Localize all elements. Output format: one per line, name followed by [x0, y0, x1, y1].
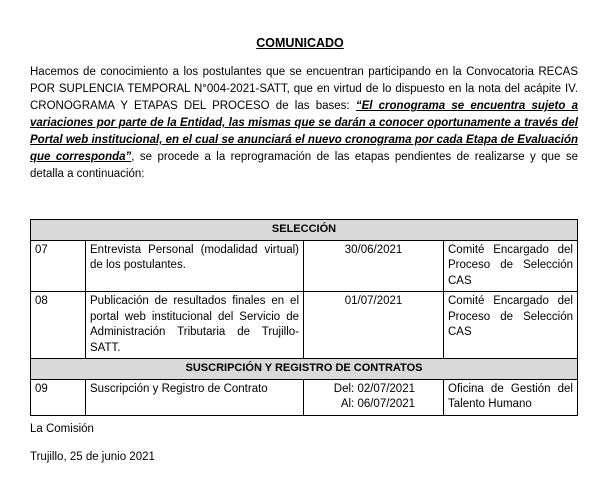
row-responsible: Comité Encargado del Proceso de Selección CAS: [444, 240, 578, 292]
section-heading: SUSCRIPCIÓN Y REGISTRO DE CONTRATOS: [31, 359, 578, 380]
row-responsible: Comité Encargado del Proceso de Selección CAS: [444, 292, 578, 359]
row-responsible: Oficina de Gestión del Talento Humano: [444, 379, 578, 415]
row-number: 07: [31, 240, 86, 292]
table-row: [31, 240, 578, 292]
intro-text-end: , se procede a la reprogramación de las etapas pendientes de realizarse y que se detalla a continuación:: [30, 151, 578, 180]
row-date-to: Al: 06/07/2021: [340, 398, 415, 410]
row-activity: Entrevista Personal (modalidad virtual) de los postulantes.: [86, 240, 304, 292]
signature: La Comisión: [30, 423, 94, 435]
section-header-row: [31, 220, 578, 241]
intro-paragraph: [30, 64, 578, 183]
page-title: COMUNICADO: [256, 36, 344, 50]
row-number: 09: [31, 379, 86, 415]
schedule-table: [30, 219, 578, 416]
place-date: Trujillo, 25 de junio 2021: [30, 451, 155, 463]
row-activity: Suscripción y Registro de Contrato: [86, 379, 304, 415]
table-row: [31, 292, 578, 359]
row-date-range: [304, 379, 444, 415]
section-header-row: [31, 359, 578, 380]
row-date: 30/06/2021: [304, 240, 444, 292]
table-row: [31, 379, 578, 415]
intro-text-start: Hacemos de conocimiento a los postulantes que se encuentran participando en la Convocatoria RECAS POR SUPLENCIA TEMPORAL N°004-2021-SATT, que en virtud de lo dispuesto en la nota del acápite IV. CRONOGRAMA Y ETAPAS DEL PROCESO de las bases:: [30, 66, 578, 112]
row-number: 08: [31, 292, 86, 359]
section-heading: SELECCIÓN: [31, 220, 578, 241]
intro-quote: “El cronograma se encuentra sujeto a variaciones por parte de la Entidad, las mismas que se darán a conocer oportunamente a través del Portal web institucional, en el cual se anunciará el nuevo cronograma por cada Etapa de Evaluación que corresponda”: [30, 100, 578, 163]
row-date-from: Del: 02/07/2021: [333, 382, 415, 395]
row-activity: Publicación de resultados finales en el portal web institucional del Servicio de Administración Tributaria de Trujillo-SATT.: [86, 292, 304, 359]
row-date: 01/07/2021: [304, 292, 444, 359]
